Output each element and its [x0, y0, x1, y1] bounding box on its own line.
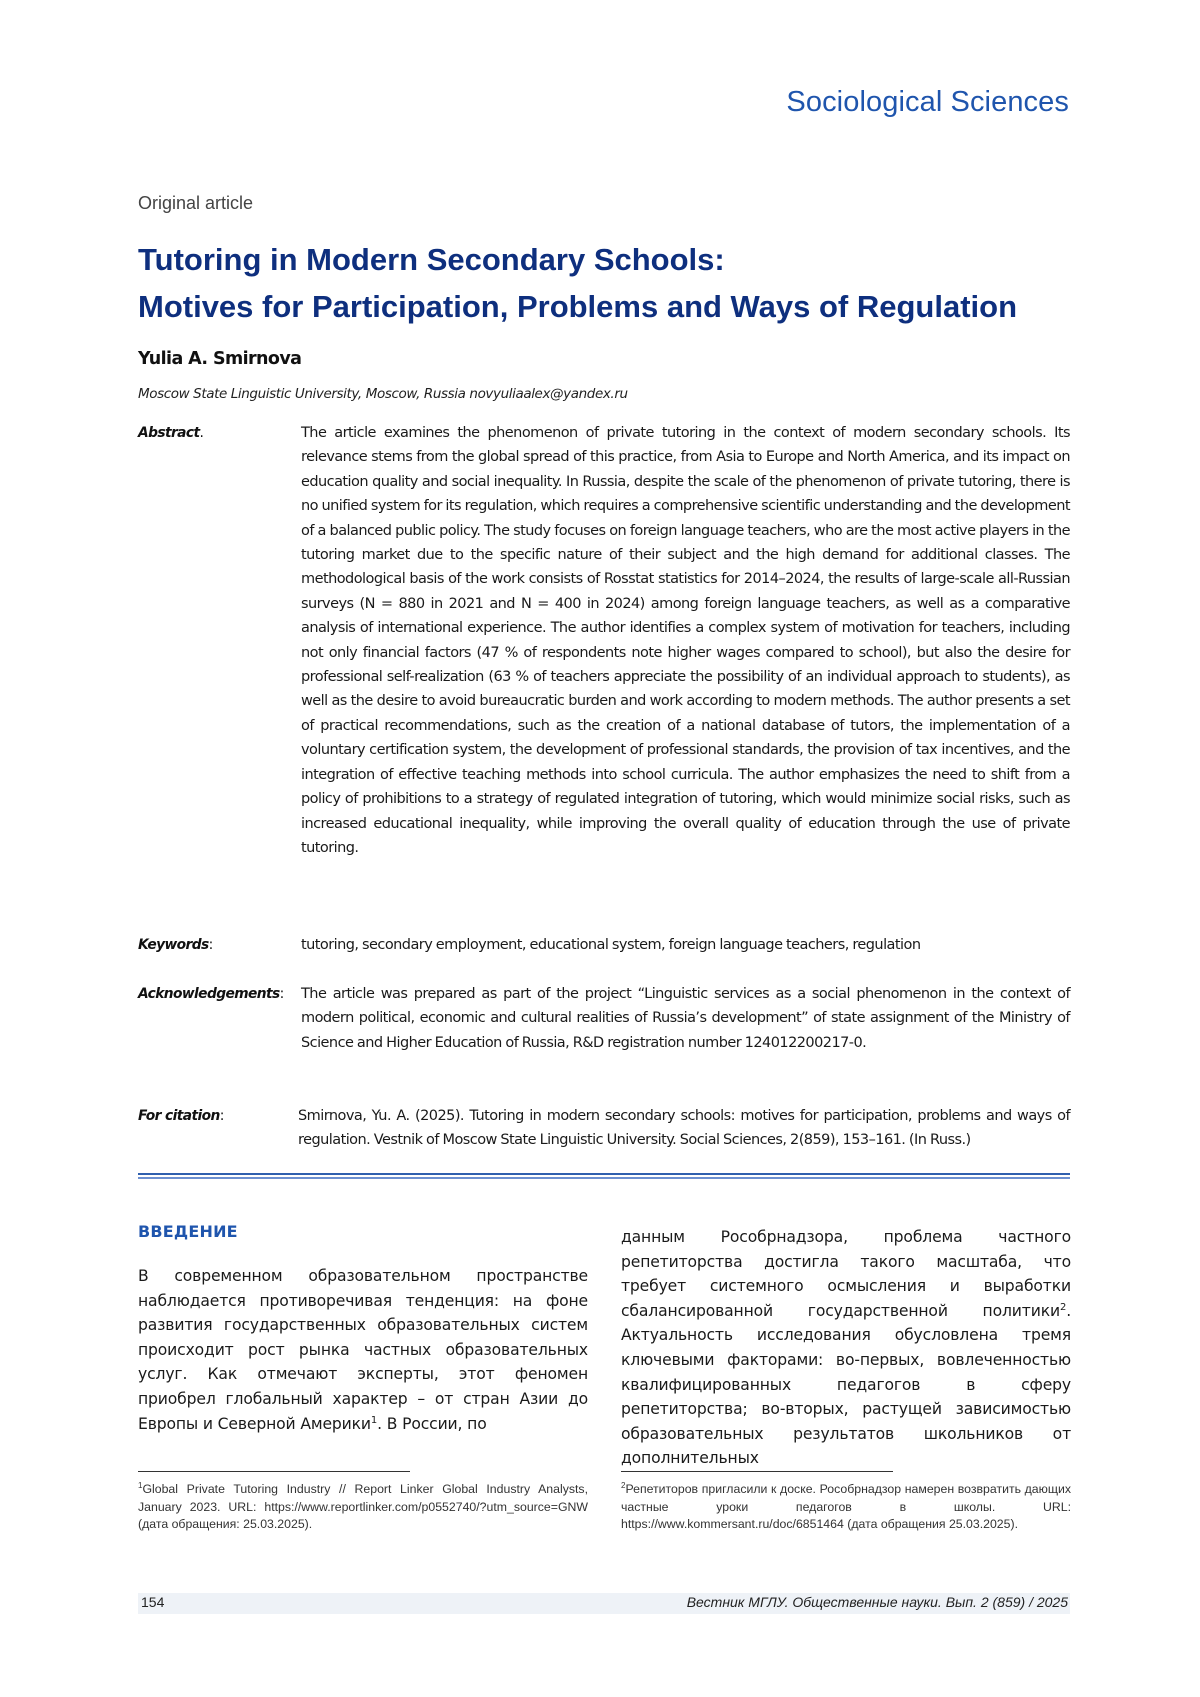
- page-number: 154: [141, 1594, 165, 1610]
- divider-line-dark: [138, 1173, 1070, 1175]
- keywords-label-punct: :: [208, 937, 213, 953]
- footnote-separator: [621, 1471, 893, 1472]
- author-name: Yulia A. Smirnova: [138, 349, 302, 369]
- footnote-ref-1[interactable]: 1: [370, 1414, 378, 1426]
- body-paragraph: [621, 1225, 1071, 1471]
- body-text: . Актуальность исследования обусловлена тремя ключевыми факторами: во-первых, вовлеченностью квалифицированных педагогов в сферу репетиторства; во-вторых, растущей зависимостью образовательных результатов школьников от дополнительных: [621, 1301, 1071, 1468]
- citation-label-punct: :: [219, 1108, 224, 1124]
- body-text: В современном образовательном пространстве наблюдается противоречивая тенденция: на фоне развития государственных образовательных систем происходит рост рынка частных образовательных услуг. Как отмечают эксперты, этот феномен приобрел глобальный характер – от стран Азии до Европы и Северной Америки: [138, 1267, 588, 1433]
- article-type-label: Original article: [138, 193, 254, 213]
- footnote-1-text: Global Private Tutoring Industry // Report Linker Global Industry Analysts, January 2023. URL: https://www.reportlinker.com/p0552740/?utm_source=GNW (дата обращения: 25.03.2025).: [138, 1482, 588, 1531]
- acknowledgements-text: The article was prepared as part of the project “Linguistic services as a social phenomenon in the context of modern political, economic and cultural realities of Russia’s development” of state assignment of the Ministry of Science and Higher Education of Russia, R&D registration number 124012200217-0.: [301, 986, 1070, 1051]
- running-head-section: Sociological Sciences: [786, 86, 1069, 118]
- citation-text: Smirnova, Yu. A. (2025). Tutoring in modern secondary schools: motives for participation, problems and ways of regulation. Vestnik of Moscow State Linguistic University. Social Sciences, 2(859), 153–161. (In Russ.): [298, 1108, 1070, 1149]
- acknowledgements-label-punct: :: [279, 986, 284, 1002]
- page-footer: [138, 1593, 1070, 1614]
- article-title: [138, 236, 1078, 330]
- body-text: данным Рособрнадзора, проблема частного репетиторства достигла такого масштаба, что требует системного осмысления и выработки сбалансированной государственной политики: [621, 1228, 1071, 1320]
- footnote-2: [621, 1481, 1071, 1534]
- journal-issue-footer: Вестник МГЛУ. Общественные науки. Вып. 2 (859) / 2025: [686, 1594, 1068, 1610]
- footnote-2-text: Репетиторов пригласили к доске. Рособрнадзор намерен возвратить дающих частные уроки педагогов в школы. URL: https://www.kommersant.ru/doc/6851464 (дата обращения 25.03.2025).: [621, 1482, 1071, 1531]
- author-affiliation: Moscow State Linguistic University, Moscow, Russia novyuliaalex@yandex.ru: [138, 386, 628, 402]
- abstract-text: The article examines the phenomenon of private tutoring in the context of modern secondary schools. Its relevance stems from the global spread of this practice, from Asia to Europe and North America, and its impact on education quality and social inequality. In Russia, despite the scale of the phenomenon of private tutoring, there is no unified system for its regulation, which requires a comprehensive scientific understanding and the development of a balanced public policy. The study focuses on foreign language teachers, who are the most active players in the tutoring market due to the specific nature of their subject and the high demand for additional classes. The methodological basis of the work consists of Rosstat statistics for 2014–2024, the results of large-scale all-Russian surveys (N = 880 in 2021 and N = 400 in 2024) among foreign language teachers, as well as a comparative analysis of international experience. The author identifies a complex system of motivation for teachers, including not only financial factors (47 % of respondents note higher wages compared to school), but also the desire for professional self-realization (63 % of teachers appreciate the possibility of an individual approach to students), as well as the desire to avoid bureaucratic burden and work according to modern methods. The author presents a set of practical recommendations, such as the creation of a national database of tutors, the implementation of a voluntary certification system, the development of professional standards, the provision of tax incentives, and the integration of effective teaching methods into school curricula. The author emphasizes the need to shift from a policy of prohibitions to a strategy of regulated integration of tutoring, which would minimize social risks, such as increased educational inequality, while improving the overall quality of education through the use of private tutoring.: [301, 425, 1070, 856]
- acknowledgements-label: [138, 986, 284, 1002]
- section-heading-introduction: ВВЕДЕНИЕ: [138, 1222, 238, 1241]
- body-column-right: [621, 1222, 1071, 1471]
- abstract-label: [138, 425, 203, 441]
- footnote-1-mark: 1: [138, 1480, 143, 1490]
- citation-label-text: For citation: [138, 1108, 220, 1124]
- footnote-1: [138, 1481, 588, 1534]
- keywords-label-text: Keywords: [138, 937, 209, 953]
- citation-label: [138, 1108, 224, 1124]
- acknowledgements-label-text: Acknowledgements: [138, 986, 280, 1002]
- footnote-2-mark: 2: [621, 1480, 626, 1490]
- body-paragraph: [138, 1264, 588, 1436]
- body-text: . В России, по: [377, 1414, 487, 1433]
- section-divider: [138, 1173, 1070, 1179]
- keywords-label: [138, 937, 213, 953]
- article-title-line-2: Motives for Participation, Problems and Ways of Regulation: [138, 289, 1018, 324]
- article-title-line-1: Tutoring in Modern Secondary Schools:: [138, 242, 725, 277]
- abstract-label-text: Abstract: [138, 425, 200, 441]
- keywords-text: tutoring, secondary employment, educational system, foreign language teachers, regulation: [301, 937, 921, 953]
- abstract-label-punct: .: [199, 425, 204, 441]
- footnote-separator: [138, 1471, 410, 1472]
- footnote-ref-2[interactable]: 2: [1059, 1301, 1067, 1313]
- divider-line-light: [138, 1177, 1070, 1179]
- body-column-left: [138, 1222, 588, 1436]
